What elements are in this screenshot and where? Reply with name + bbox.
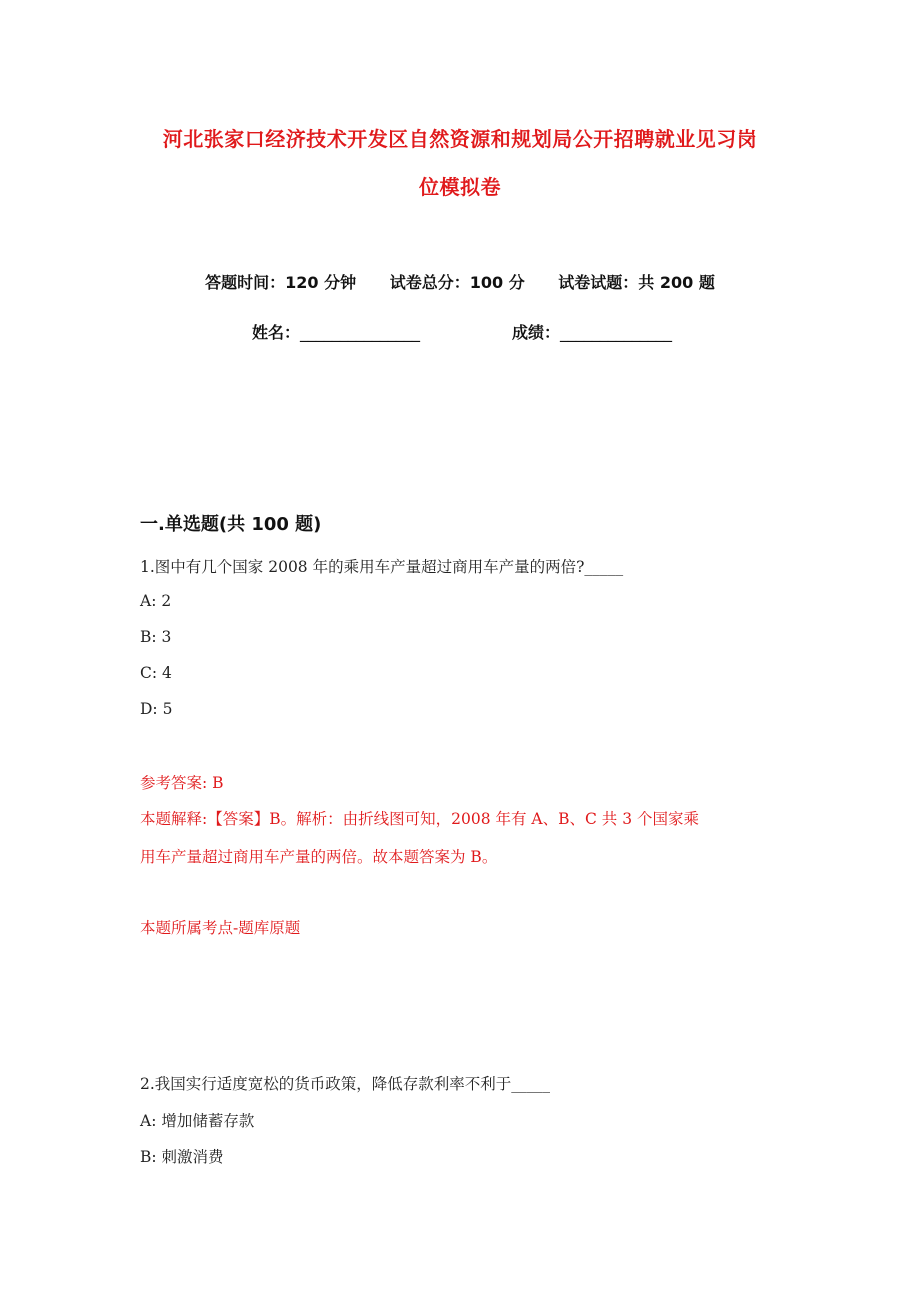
name-field	[252, 320, 420, 343]
question-1-topic: 本题所属考点-题库原题	[140, 919, 301, 937]
question-2-stem: 2.我国实行适度宽松的货币政策，降低存款利率不利于_____	[140, 1075, 551, 1093]
question-2-option-b: B: 刺激消费	[140, 1148, 224, 1166]
exam-title-line-1: 河北张家口经济技术开发区自然资源和规划局公开招聘就业见习岗	[162, 127, 758, 151]
question-1-option-b: B: 3	[140, 628, 172, 646]
question-1-explanation-line-1: 本题解释:【答案】B。解析：由折线图可知，2008 年有 A、B、C 共 3 个国家乘	[140, 810, 700, 828]
question-1-option-d: D: 5	[140, 700, 173, 718]
exam-title-line-2: 位模拟卷	[419, 175, 501, 199]
question-1-stem: 1.图中有几个国家 2008 年的乘用车产量超过商用车产量的两倍?_____	[140, 558, 624, 576]
name-blank: _______________	[300, 323, 421, 342]
exam-question-count: 试卷试题：共 200 题	[558, 273, 715, 292]
question-1-answer: 参考答案: B	[140, 774, 224, 792]
section-title: 一.单选题(共 100 题)	[140, 514, 322, 535]
score-field	[512, 320, 672, 343]
exam-meta	[0, 270, 920, 293]
exam-total-score: 试卷总分：100 分	[389, 273, 525, 292]
score-blank: ______________	[560, 323, 673, 342]
exam-time: 答题时间：120 分钟	[205, 273, 357, 292]
name-label: 姓名：	[252, 323, 301, 342]
question-1-option-a: A: 2	[140, 592, 172, 610]
question-1-option-c: C: 4	[140, 664, 172, 682]
score-label: 成绩：	[512, 323, 561, 342]
question-2-option-a: A: 增加储蓄存款	[140, 1112, 255, 1130]
question-1-explanation-line-2: 用车产量超过商用车产量的两倍。故本题答案为 B。	[140, 848, 498, 866]
